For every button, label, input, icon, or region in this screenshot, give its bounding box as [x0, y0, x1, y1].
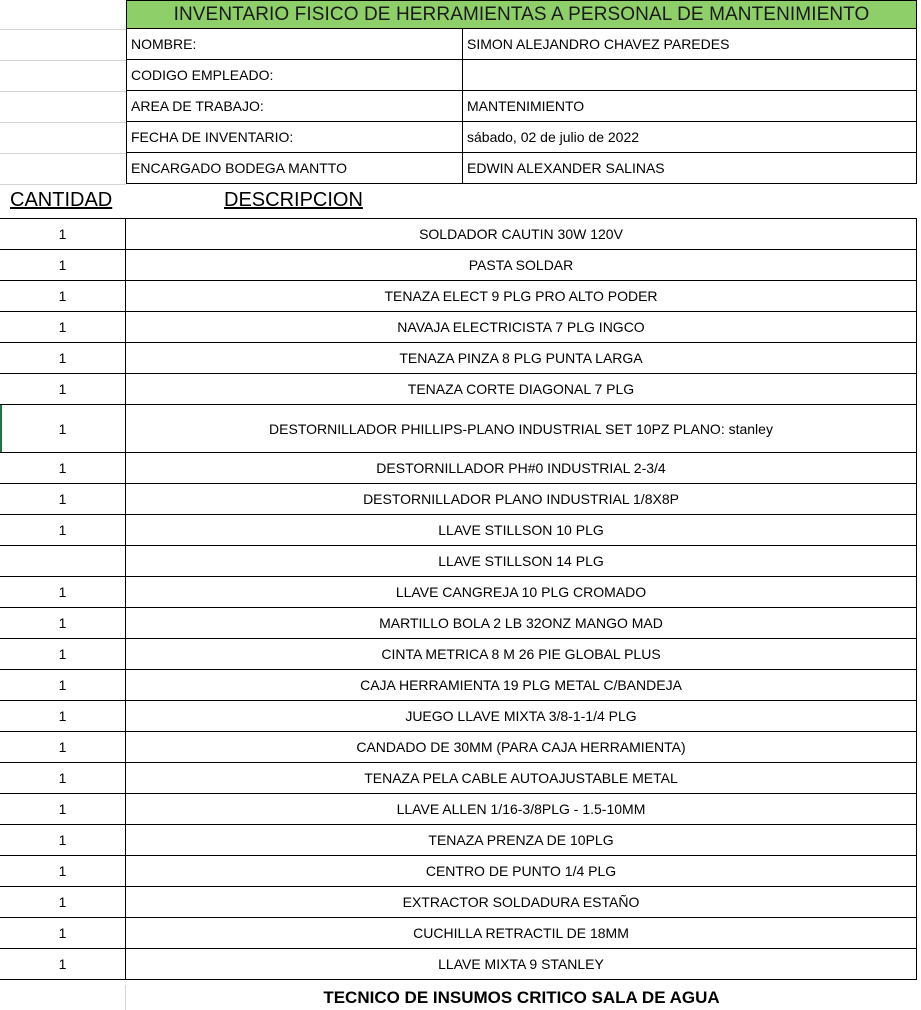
- quantity-cell[interactable]: 1: [0, 250, 126, 280]
- quantity-cell[interactable]: 1: [0, 484, 126, 514]
- table-row: [0, 281, 917, 312]
- description-cell[interactable]: NAVAJA ELECTRICISTA 7 PLG INGCO: [126, 312, 917, 342]
- quantity-cell[interactable]: 1: [0, 312, 126, 342]
- row-selection-indicator: [0, 405, 2, 452]
- info-row-area: [126, 91, 917, 122]
- info-row-code: [126, 60, 917, 91]
- info-value-date[interactable]: sábado, 02 de julio de 2022: [463, 122, 917, 153]
- table-row: [0, 546, 917, 577]
- quantity-cell[interactable]: 1: [0, 374, 126, 404]
- table-row: [0, 219, 917, 250]
- table-row: [0, 763, 917, 794]
- quantity-cell[interactable]: 1: [0, 281, 126, 311]
- table-row: [0, 639, 917, 670]
- quantity-cell[interactable]: 1: [0, 794, 126, 824]
- info-label-area[interactable]: AREA DE TRABAJO:: [126, 91, 463, 122]
- table-row: [0, 949, 917, 980]
- description-header[interactable]: DESCRIPCION: [224, 189, 363, 211]
- table-row: [0, 670, 917, 701]
- table-row: [0, 608, 917, 639]
- gridline: [0, 184, 126, 185]
- info-row-warehouse: [126, 153, 917, 184]
- description-cell[interactable]: CENTRO DE PUNTO 1/4 PLG: [126, 856, 917, 886]
- table-row: [0, 887, 917, 918]
- gridline: [0, 985, 126, 1010]
- description-cell[interactable]: EXTRACTOR SOLDADURA ESTAÑO: [126, 887, 917, 917]
- gridline: [0, 91, 126, 92]
- description-cell[interactable]: TENAZA ELECT 9 PLG PRO ALTO PODER: [126, 281, 917, 311]
- gridline: [0, 122, 126, 123]
- table-row: [0, 453, 917, 484]
- table-row: [0, 794, 917, 825]
- table-row: [0, 374, 917, 405]
- table-row: [0, 577, 917, 608]
- table-row: [0, 515, 917, 546]
- info-label-name[interactable]: NOMBRE:: [126, 29, 463, 60]
- quantity-cell[interactable]: 1: [0, 701, 126, 731]
- footer-title[interactable]: TECNICO DE INSUMOS CRITICO SALA DE AGUA: [323, 988, 720, 1007]
- info-value-code[interactable]: [463, 60, 917, 91]
- description-cell[interactable]: TENAZA CORTE DIAGONAL 7 PLG: [126, 374, 917, 404]
- description-cell[interactable]: SOLDADOR CAUTIN 30W 120V: [126, 219, 917, 249]
- description-cell[interactable]: TENAZA PINZA 8 PLG PUNTA LARGA: [126, 343, 917, 373]
- quantity-cell[interactable]: 1: [0, 405, 126, 452]
- description-cell[interactable]: CANDADO DE 30MM (PARA CAJA HERRAMIENTA): [126, 732, 917, 762]
- description-cell[interactable]: CUCHILLA RETRACTIL DE 18MM: [126, 918, 917, 948]
- gridline: [0, 153, 126, 154]
- quantity-cell[interactable]: 1: [0, 732, 126, 762]
- description-cell[interactable]: MARTILLO BOLA 2 LB 32ONZ MANGO MAD: [126, 608, 917, 638]
- table-row: [0, 312, 917, 343]
- description-cell[interactable]: TENAZA PRENZA DE 10PLG: [126, 825, 917, 855]
- quantity-cell[interactable]: 1: [0, 343, 126, 373]
- description-cell[interactable]: TENAZA PELA CABLE AUTOAJUSTABLE METAL: [126, 763, 917, 793]
- description-cell[interactable]: LLAVE CANGREJA 10 PLG CROMADO: [126, 577, 917, 607]
- description-cell[interactable]: CINTA METRICA 8 M 26 PIE GLOBAL PLUS: [126, 639, 917, 669]
- info-label-warehouse[interactable]: ENCARGADO BODEGA MANTTO: [126, 153, 463, 184]
- description-cell[interactable]: DESTORNILLADOR PLANO INDUSTRIAL 1/8X8P: [126, 484, 917, 514]
- description-cell[interactable]: DESTORNILLADOR PHILLIPS-PLANO INDUSTRIAL SET 10PZ PLANO: stanley: [126, 405, 917, 452]
- info-label-date[interactable]: FECHA DE INVENTARIO:: [126, 122, 463, 153]
- info-label-code[interactable]: CODIGO EMPLEADO:: [126, 60, 463, 91]
- info-value-warehouse[interactable]: EDWIN ALEXANDER SALINAS: [463, 153, 917, 184]
- description-cell[interactable]: LLAVE ALLEN 1/16-3/8PLG - 1.5-10MM: [126, 794, 917, 824]
- table-row: [0, 701, 917, 732]
- info-value-name[interactable]: SIMON ALEJANDRO CHAVEZ PAREDES: [463, 29, 917, 60]
- description-cell[interactable]: CAJA HERRAMIENTA 19 PLG METAL C/BANDEJA: [126, 670, 917, 700]
- quantity-cell[interactable]: 1: [0, 856, 126, 886]
- table-row: [0, 856, 917, 887]
- description-cell[interactable]: PASTA SOLDAR: [126, 250, 917, 280]
- description-cell[interactable]: DESTORNILLADOR PH#0 INDUSTRIAL 2-3/4: [126, 453, 917, 483]
- table-row: [0, 250, 917, 281]
- quantity-cell[interactable]: 1: [0, 639, 126, 669]
- quantity-cell[interactable]: 1: [0, 763, 126, 793]
- gridline: [0, 29, 126, 30]
- table-row: [0, 405, 917, 453]
- description-cell[interactable]: LLAVE MIXTA 9 STANLEY: [126, 949, 917, 979]
- table-row: [0, 484, 917, 515]
- description-cell[interactable]: LLAVE STILLSON 14 PLG: [126, 546, 917, 576]
- quantity-header[interactable]: CANTIDAD: [10, 189, 113, 211]
- table-row: [0, 918, 917, 949]
- quantity-cell[interactable]: 1: [0, 670, 126, 700]
- sheet-title[interactable]: INVENTARIO FISICO DE HERRAMIENTAS A PERSONAL DE MANTENIMIENTO: [126, 0, 917, 29]
- quantity-cell[interactable]: 1: [0, 219, 126, 249]
- description-cell[interactable]: JUEGO LLAVE MIXTA 3/8-1-1/4 PLG: [126, 701, 917, 731]
- table-row: [0, 732, 917, 763]
- quantity-cell[interactable]: 1: [0, 577, 126, 607]
- info-row-name: [126, 29, 917, 60]
- info-value-area[interactable]: MANTENIMIENTO: [463, 91, 917, 122]
- info-row-date: [126, 122, 917, 153]
- quantity-cell[interactable]: 1: [0, 453, 126, 483]
- quantity-cell[interactable]: 1: [0, 918, 126, 948]
- quantity-cell[interactable]: 1: [0, 949, 126, 979]
- quantity-cell[interactable]: 1: [0, 515, 126, 545]
- description-cell[interactable]: LLAVE STILLSON 10 PLG: [126, 515, 917, 545]
- table-row: [0, 825, 917, 856]
- quantity-cell[interactable]: 1: [0, 825, 126, 855]
- quantity-cell[interactable]: [0, 546, 126, 576]
- table-row: [0, 343, 917, 374]
- gridline: [0, 60, 126, 61]
- items-table: [0, 218, 917, 980]
- quantity-cell[interactable]: 1: [0, 608, 126, 638]
- quantity-cell[interactable]: 1: [0, 887, 126, 917]
